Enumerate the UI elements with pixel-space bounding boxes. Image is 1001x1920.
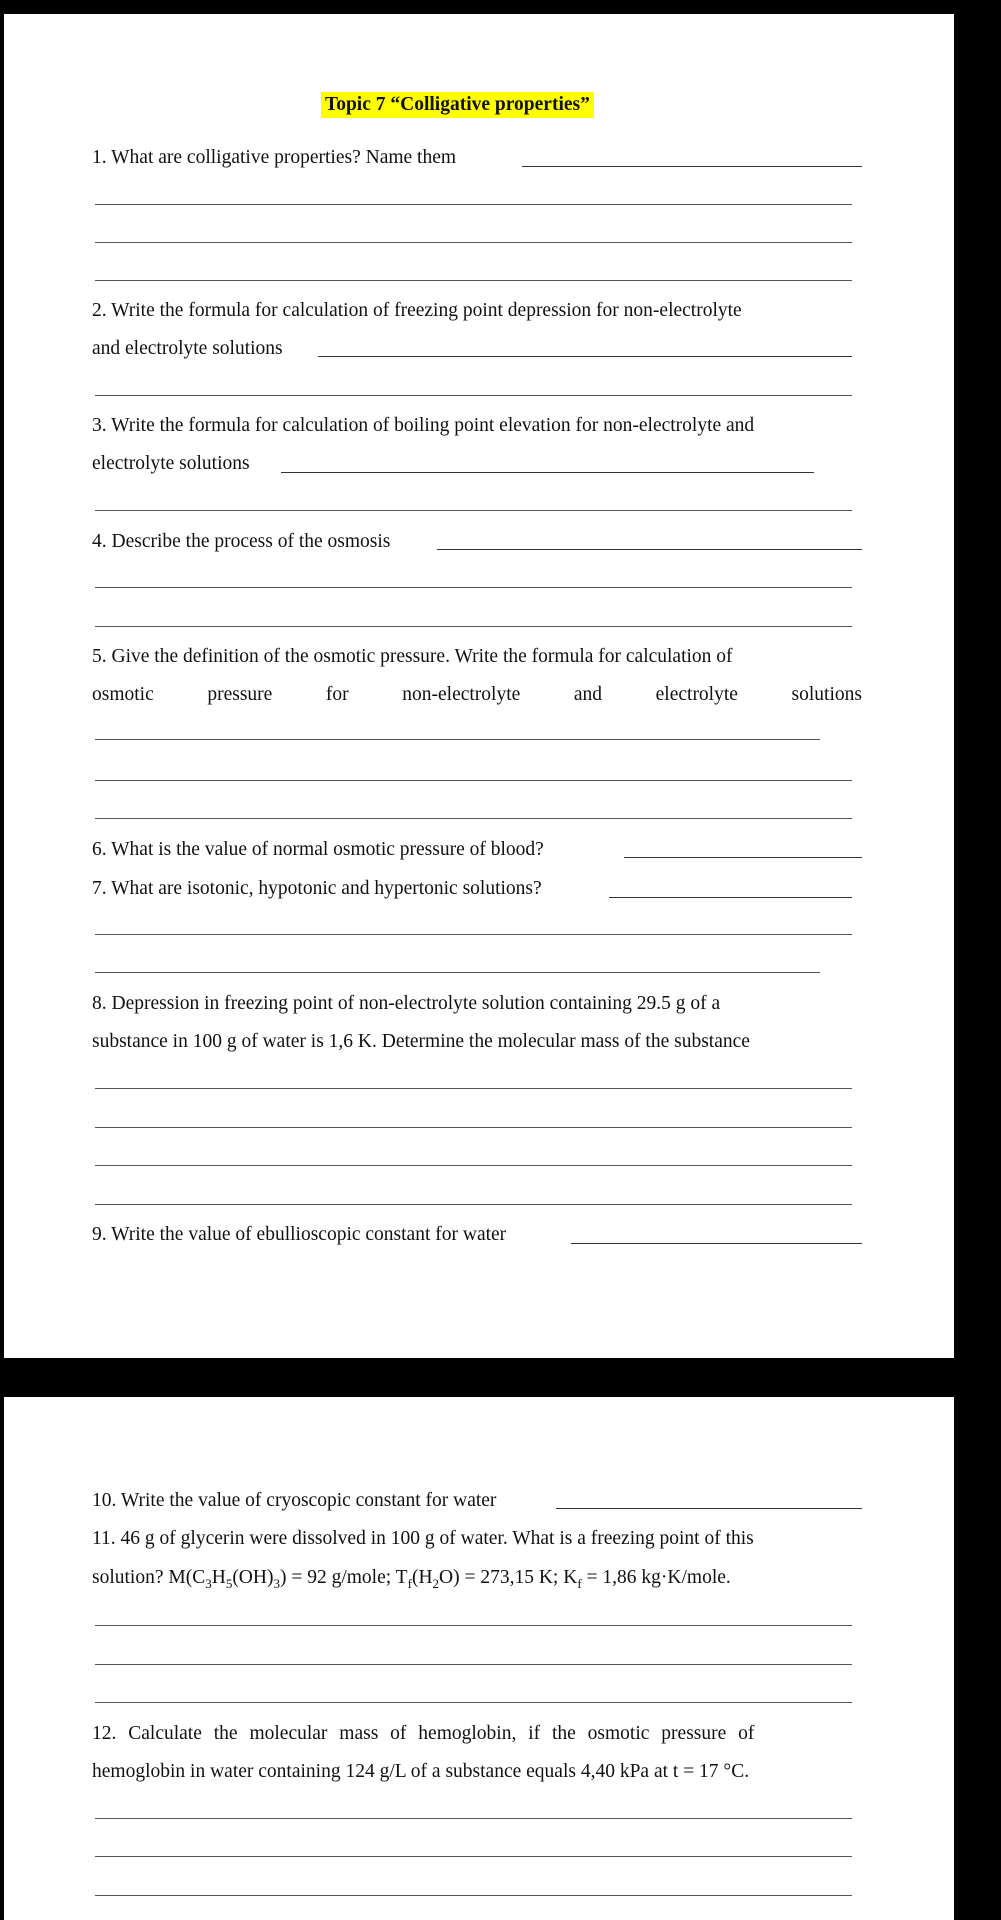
question-7: 7. What are isotonic, hypotonic and hypertonic solutions?	[92, 878, 542, 899]
question-12-line-1: 12. Calculate the molecular mass of hemoglobin, if the osmotic pressure of	[92, 1723, 755, 1744]
answer-line[interactable]	[95, 1625, 852, 1626]
answer-line[interactable]	[95, 1702, 852, 1703]
q5-word: pressure	[207, 684, 273, 705]
question-3-line-2: electrolyte solutions	[92, 453, 250, 474]
question-8-line-1: 8. Depression in freezing point of non-electrolyte solution containing 29.5 g of a	[92, 993, 721, 1014]
question-2-line-1: 2. Write the formula for calculation of freezing point depression for non-electrolyte	[92, 300, 742, 321]
answer-line[interactable]	[437, 549, 862, 550]
answer-line[interactable]	[95, 739, 820, 740]
question-5-line-1: 5. Give the definition of the osmotic pressure. Write the formula for calculation of	[92, 646, 733, 667]
question-8-line-2: substance in 100 g of water is 1,6 K. Determine the molecular mass of the substance	[92, 1031, 750, 1052]
question-3-line-1: 3. Write the formula for calculation of boiling point elevation for non-electrolyte and	[92, 415, 755, 436]
answer-line[interactable]	[95, 934, 852, 935]
question-11-line-1: 11. 46 g of glycerin were dissolved in 100 g of water. What is a freezing point of this	[92, 1528, 754, 1549]
worksheet-page-2	[4, 1397, 954, 1920]
answer-line[interactable]	[318, 356, 852, 357]
q5-word: solutions	[791, 684, 862, 705]
answer-line[interactable]	[95, 1856, 852, 1857]
answer-line[interactable]	[624, 857, 862, 858]
answer-line[interactable]	[522, 166, 862, 167]
answer-line[interactable]	[571, 1243, 862, 1244]
answer-line[interactable]	[95, 626, 852, 627]
answer-line[interactable]	[95, 242, 852, 243]
answer-line[interactable]	[95, 587, 852, 588]
answer-line[interactable]	[609, 897, 852, 898]
question-11-line-2: solution? $M(C_3H_5(OH)_3) = 92$ g/mole; $T_f(H_2O) = 273,15$ K; $K_f = 1,86$ kg·K/mole.	[92, 1567, 731, 1591]
answer-line[interactable]	[95, 280, 852, 281]
answer-line[interactable]	[95, 1127, 852, 1128]
q5-word: electrolyte	[655, 684, 738, 705]
q5-word: non-electrolyte	[402, 684, 521, 705]
answer-line[interactable]	[95, 395, 852, 396]
question-10: 10. Write the value of cryoscopic constant for water	[92, 1490, 497, 1511]
answer-line[interactable]	[281, 472, 814, 473]
answer-line[interactable]	[95, 818, 852, 819]
q5-word: osmotic	[92, 684, 154, 705]
answer-line[interactable]	[95, 972, 820, 973]
question-4: 4. Describe the process of the osmosis	[92, 531, 391, 552]
q5-word: for	[325, 684, 349, 705]
answer-line[interactable]	[95, 510, 852, 511]
answer-line[interactable]	[95, 1088, 852, 1089]
page-title: Topic 7 “Colligative properties”	[321, 92, 594, 118]
question-5-line-2	[92, 683, 862, 707]
question-1: 1. What are colligative properties? Name them	[92, 147, 457, 168]
answer-line[interactable]	[95, 204, 852, 205]
question-2-line-2: and electrolyte solutions	[92, 338, 283, 359]
answer-line[interactable]	[95, 1818, 852, 1819]
answer-line[interactable]	[95, 1204, 852, 1205]
q5-word: and	[573, 684, 603, 705]
answer-line[interactable]	[95, 1895, 852, 1896]
answer-line[interactable]	[556, 1508, 862, 1509]
question-6: 6. What is the value of normal osmotic pressure of blood?	[92, 839, 544, 860]
answer-line[interactable]	[95, 1165, 852, 1166]
answer-line[interactable]	[95, 780, 852, 781]
question-12-line-2: hemoglobin in water containing 124 g/L of a substance equals 4,40 kPa at t = 17 °C.	[92, 1761, 750, 1782]
question-9: 9. Write the value of ebullioscopic constant for water	[92, 1224, 507, 1245]
answer-line[interactable]	[95, 1664, 852, 1665]
